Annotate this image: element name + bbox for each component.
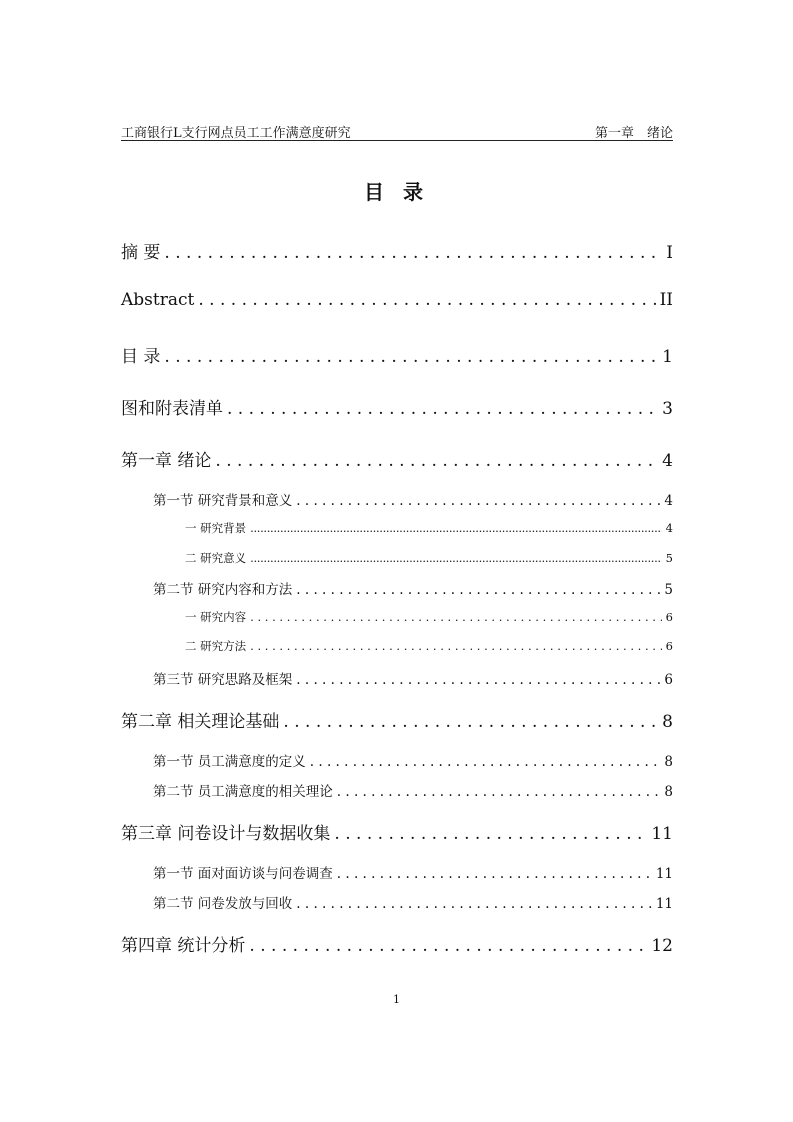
header-chapter: 第一章 绪论 <box>594 126 673 141</box>
toc-entry-label: 第一节 员工满意度的定义 <box>153 754 306 770</box>
page-header <box>121 120 673 141</box>
toc-leader-dots <box>296 896 652 912</box>
toc-entry-label: 二 研究方法 <box>185 639 247 653</box>
toc-entry-page: 6 <box>665 610 673 624</box>
toc-entry-abstract-en[interactable] <box>121 290 673 310</box>
toc-entry-section-1-2[interactable] <box>153 578 673 598</box>
toc-entry-section-2-1[interactable] <box>153 750 673 770</box>
toc-leader-dots <box>296 493 660 509</box>
toc-entry-page: 4 <box>665 521 673 535</box>
toc-leader-dots <box>310 754 661 770</box>
toc-leader-dots <box>227 399 658 419</box>
toc-entry-page: 6 <box>665 639 673 653</box>
toc-entry-subsection-1-1-2[interactable] <box>185 550 673 566</box>
header-title: 工商银行L支行网点员工工作满意度研究 <box>121 126 351 141</box>
toc-leader-dots <box>337 784 661 800</box>
toc-entry-label: 第四章 统计分析 <box>121 936 246 956</box>
page-number: 1 <box>393 993 400 1006</box>
toc-entry-abstract-cn[interactable] <box>121 238 673 263</box>
toc-entry-figures[interactable] <box>121 394 673 419</box>
toc-entry-page: 11 <box>651 824 673 844</box>
toc-entry-page: 8 <box>664 784 673 800</box>
toc-entry-label: 目 录 <box>121 347 161 367</box>
toc-entry-label: 第一节 研究背景和意义 <box>153 493 293 509</box>
toc-leader-dots <box>198 290 655 310</box>
toc-entry-page: 4 <box>662 451 673 471</box>
toc-entry-label: Abstract <box>121 290 195 310</box>
toc-leader-dots <box>249 936 647 956</box>
toc-leader-dots <box>164 347 658 367</box>
toc-entry-chapter-1[interactable] <box>121 446 673 471</box>
toc-leader-dots <box>164 243 662 263</box>
toc-leader-dots <box>250 521 662 535</box>
toc-entry-contents[interactable] <box>121 342 673 367</box>
toc-entry-section-3-1[interactable] <box>153 862 673 882</box>
toc-entry-chapter-4[interactable] <box>121 931 673 956</box>
toc-entry-chapter-2[interactable] <box>121 707 673 732</box>
toc-entry-page: 8 <box>662 712 673 732</box>
toc-entry-chapter-3[interactable] <box>121 819 673 844</box>
toc-entry-page: I <box>666 243 673 263</box>
toc-entry-label: 第二节 研究内容和方法 <box>153 582 293 598</box>
toc-title: 目 录 <box>364 180 429 204</box>
toc-entry-page: 11 <box>655 866 673 882</box>
toc-entry-section-3-2[interactable] <box>153 892 673 912</box>
toc-leader-dots <box>250 639 662 653</box>
toc-entry-section-2-2[interactable] <box>153 780 673 800</box>
toc-entry-label: 第一节 面对面访谈与问卷调查 <box>153 866 333 882</box>
toc-entry-label: 第二节 员工满意度的相关理论 <box>153 784 333 800</box>
toc-leader-dots <box>337 866 652 882</box>
toc-entry-label: 一 研究背景 <box>185 521 247 535</box>
toc-entry-label: 图和附表清单 <box>121 399 223 419</box>
toc-entry-subsection-1-1-1[interactable] <box>185 520 673 536</box>
toc-entry-section-1-3[interactable] <box>153 668 673 688</box>
toc-leader-dots <box>283 712 658 732</box>
toc-entry-label: 第三章 问卷设计与数据收集 <box>121 824 331 844</box>
toc-entry-subsection-1-2-2[interactable] <box>185 638 673 654</box>
toc-entry-label: 摘 要 <box>121 243 161 263</box>
toc-entry-page: 8 <box>664 754 673 770</box>
toc-entry-section-1-1[interactable] <box>153 489 673 509</box>
toc-entry-page: 11 <box>655 896 673 912</box>
toc-entry-label: 一 研究内容 <box>185 610 247 624</box>
toc-leader-dots <box>215 451 658 471</box>
toc-entry-subsection-1-2-1[interactable] <box>185 609 673 625</box>
toc-entry-label: 第二节 问卷发放与回收 <box>153 896 293 912</box>
toc-entry-label: 第一章 绪论 <box>121 451 212 471</box>
toc-entry-page: 12 <box>651 936 673 956</box>
toc-entry-page: 4 <box>664 493 673 509</box>
toc-entry-page: 5 <box>664 582 673 598</box>
toc-entry-page: II <box>659 290 673 310</box>
toc-leader-dots <box>250 610 662 624</box>
toc-entry-page: 1 <box>662 347 673 367</box>
toc-entry-page: 3 <box>662 399 673 419</box>
toc-leader-dots <box>334 824 647 844</box>
toc-entry-label: 第二章 相关理论基础 <box>121 712 280 732</box>
toc-leader-dots <box>296 582 660 598</box>
toc-leader-dots <box>296 672 660 688</box>
toc-entry-page: 5 <box>665 551 673 565</box>
toc-leader-dots <box>250 551 662 565</box>
toc-entry-label: 二 研究意义 <box>185 551 247 565</box>
toc-entry-page: 6 <box>664 672 673 688</box>
toc-entry-label: 第三节 研究思路及框架 <box>153 672 293 688</box>
